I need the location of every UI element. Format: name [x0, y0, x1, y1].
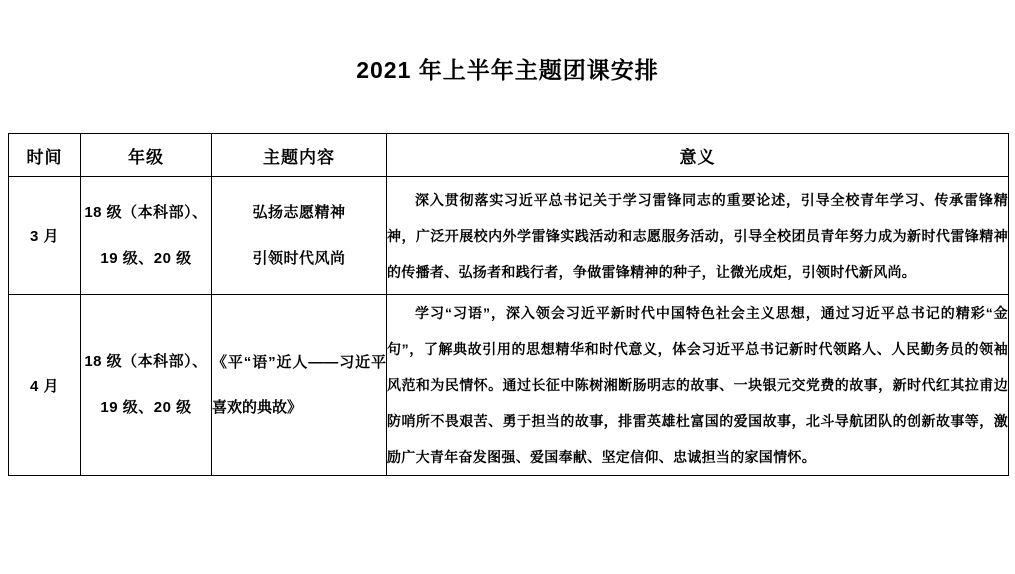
topic-line: 引领时代风尚 [252, 249, 346, 267]
significance-text: 深入贯彻落实习近平总书记关于学习雷锋同志的重要论述，引导全校青年学习、传承雷锋精神，广泛开展校内外学雷锋实践活动和志愿服务活动，引导全校团员青年努力成为新时代雷锋精神的传播者、弘扬者和践行者，争做雷锋精神的种子，让微光成炬，引领时代新风尚。 [387, 191, 1008, 280]
cell-grade-march [81, 177, 212, 295]
header-significance: 意义 [387, 134, 1009, 177]
topic-line: 弘扬志愿精神 [252, 203, 346, 221]
grade-line: 18 级（本科部）、 [84, 203, 208, 221]
significance-text: 学习“习语”，深入领会习近平新时代中国特色社会主义思想，通过习近平总书记的精彩“金句”，了解典故引用的思想精华和时代意义，体会习近平总书记新时代领路人、人民勤务员的领袖风范和为民情怀。通过长征中陈树湘断肠明志的故事、一块银元交党费的故事，新时代红其拉甫边防哨所不畏艰苦、勇于担当的故事，排雷英雄杜富国的爱国故事，北斗导航团队的创新故事等，激励广大青年奋发图强、爱国奉献、坚定信仰、忠诚担当的家国情怀。 [387, 305, 1008, 465]
header-time: 时间 [9, 134, 81, 177]
table-row-april [9, 295, 1009, 476]
cell-significance-april [387, 295, 1009, 476]
cell-time-march: 3 月 [9, 177, 81, 295]
header-grade: 年级 [81, 134, 212, 177]
schedule-table [8, 133, 1009, 476]
cell-time-april: 4 月 [9, 295, 81, 476]
topic-text: 《平“语”近人——习近平喜欢的典故》 [212, 354, 386, 416]
cell-grade-april [81, 295, 212, 476]
grade-line: 19 级、20 级 [100, 249, 192, 267]
document-title: 2021 年上半年主题团课安排 [356, 57, 659, 83]
cell-significance-march [387, 177, 1009, 295]
cell-topic-march [212, 177, 387, 295]
grade-line: 18 级（本科部）、 [84, 353, 208, 370]
cell-topic-april [212, 295, 387, 476]
table-row-march [9, 177, 1009, 295]
header-topic: 主题内容 [212, 134, 387, 177]
grade-line: 19 级、20 级 [100, 399, 192, 416]
table-header-row [9, 134, 1009, 177]
